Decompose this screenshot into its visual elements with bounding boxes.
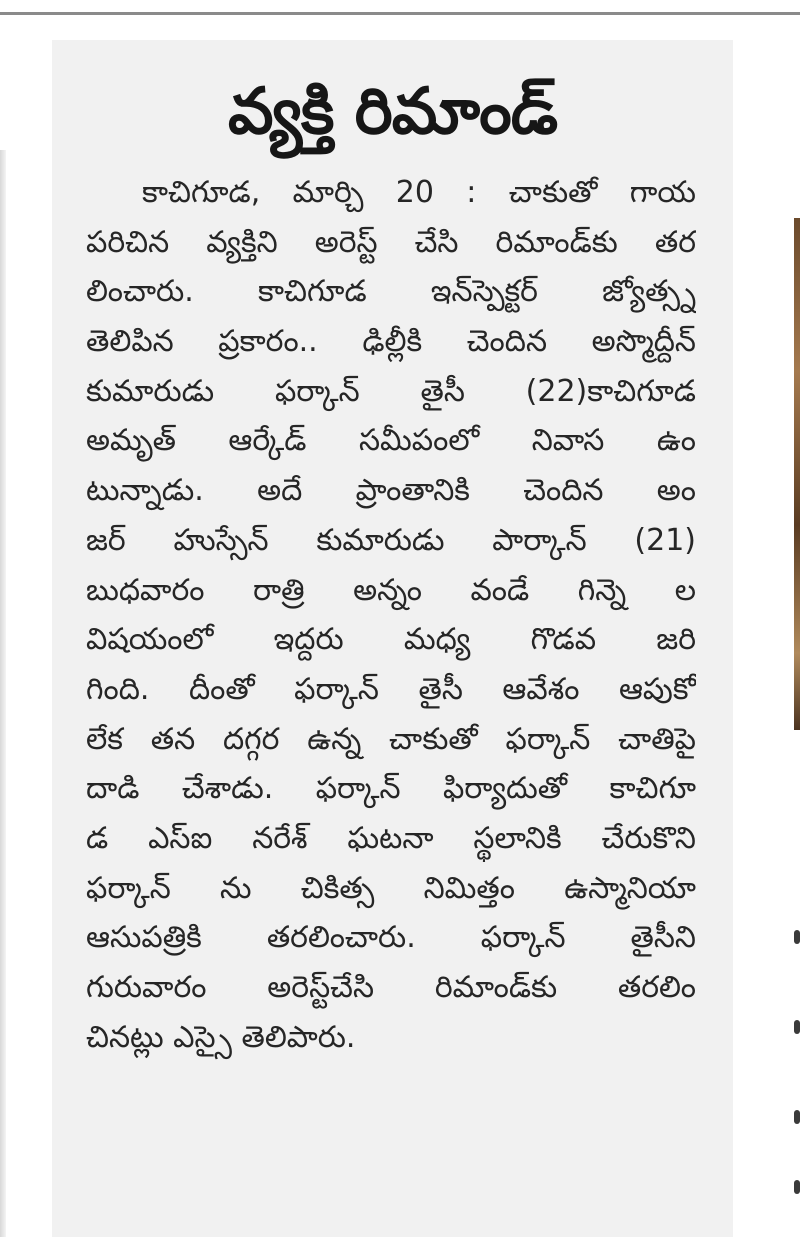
article-line: జర్ హుస్సేన్ కుమారుడు పార్కాన్ (21): [86, 522, 696, 558]
adjacent-text-fragment: [794, 930, 800, 944]
left-page-edge: [0, 150, 6, 1237]
article-line: ఆసుపత్రికి తరలించారు. ఫర్కాన్ తైసీని: [86, 920, 696, 956]
top-divider: [0, 12, 800, 15]
article-line: ఫర్కాన్ ను చికిత్స నిమిత్తం ఉస్మానియా: [86, 870, 696, 906]
adjacent-text-fragment: [794, 1110, 800, 1124]
article-line: లేక తన దగ్గర ఉన్న చాకుతో ఫర్కాన్ చాతిపై: [86, 721, 696, 757]
article-line: దాడి చేశాడు. ఫర్కాన్ ఫిర్యాదుతో కాచిగూ: [86, 771, 696, 807]
article-body: [86, 168, 696, 1062]
article-line: చినట్లు ఎస్సై తెలిపారు.: [86, 1019, 356, 1055]
article-line: కాచిగూడ, మార్చి 20 : చాకుతో గాయ: [142, 175, 696, 210]
adjacent-photo-edge: [794, 218, 800, 730]
article-line: అమృత్ ఆర్కేడ్ సమీపంలో నివాస ఉం: [86, 423, 696, 459]
article-line: బుధవారం రాత్రి అన్నం వండే గిన్నె ల: [86, 572, 696, 608]
adjacent-text-fragment: [794, 1020, 800, 1034]
article-line: గింది. దీంతో ఫర్కాన్ తైసీ ఆవేశం ఆపుకో: [86, 671, 696, 707]
article-line: కుమారుడు ఫర్కాన్ తైసీ (22)కాచిగూడ: [86, 373, 696, 409]
article-line: విషయంలో ఇద్దరు మధ్య గొడవ జరి: [86, 622, 696, 658]
article-line: గురువారం అరెస్ట్‌చేసి రిమాండ్‌కు తరలిం: [86, 970, 696, 1005]
article-headline: వ్యక్తి రిమాండ్: [227, 75, 558, 149]
article-line: టున్నాడు. అదే ప్రాంతానికి చెందిన అం: [86, 473, 696, 509]
cropped-next-headline: [112, 1212, 712, 1237]
adjacent-column-edge: [792, 920, 800, 1220]
article-line: పరిచిన వ్యక్తిని అరెస్ట్ చేసి రిమాండ్‌కు తర: [86, 224, 696, 260]
article-line: తెలిపిన ప్రకారం.. ఢిల్లీకి చెందిన అస్మొద్దీన్: [86, 324, 696, 360]
article-line: లించారు. కాచిగూడ ఇన్‌స్పెక్టర్ జ్యోత్స్న: [86, 274, 696, 310]
adjacent-text-fragment: [794, 1180, 800, 1194]
news-clipping: [52, 40, 733, 1237]
article-line: డ ఎస్ఐ నరేశ్ ఘటనా స్థలానికి చేరుకొని: [86, 820, 696, 856]
